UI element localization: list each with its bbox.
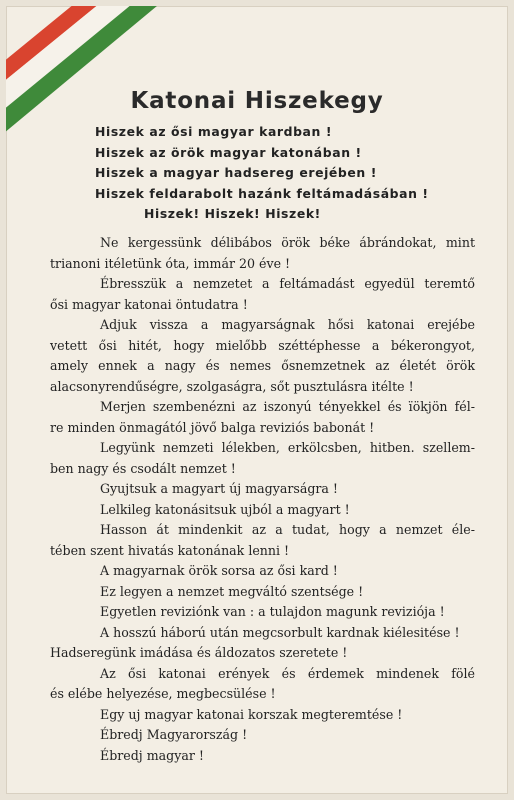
text-line: amely ennek a nagy és nemes ősnemzetnek az életét örök bbox=[50, 358, 475, 373]
text-line: trianoni itéletünk óta, immár 20 éve ! bbox=[50, 255, 291, 271]
text-line: re minden önmagától jövő balga reviziós babonát ! bbox=[50, 419, 375, 435]
paragraph bbox=[50, 438, 475, 479]
paragraph bbox=[50, 274, 475, 315]
text-line: Hadseregünk imádása és áldozatos szeretete ! bbox=[50, 645, 348, 660]
creed-line: Hiszek feldarabolt hazánk feltámadásában ! bbox=[95, 185, 429, 201]
text-line: Ne kergessünk délibábos örök béke ábrándokat, mint bbox=[100, 235, 475, 250]
creed-refrain: Hiszek! Hiszek! Hiszek! bbox=[144, 206, 321, 221]
paragraph bbox=[50, 520, 475, 561]
text-line: és elébe helyezése, megbecsülése ! bbox=[50, 686, 276, 701]
text-line: Adjuk vissza a magyarságnak hősi katonai erejébe bbox=[100, 317, 475, 332]
paragraph bbox=[50, 397, 475, 438]
text-line: Hasson át mindenkit az a tudat, hogy a nemzet éle- bbox=[100, 522, 475, 537]
paragraph bbox=[50, 643, 475, 705]
paragraph bbox=[50, 315, 475, 397]
paragraph bbox=[50, 233, 475, 274]
body-text bbox=[50, 233, 475, 766]
text-line: A magyarnak örök sorsa az ősi kard ! bbox=[100, 563, 338, 578]
text-line: Ébresszük a nemzetet a feltámadást egyedül teremtő bbox=[100, 276, 475, 291]
creed-line: Hiszek az ősi magyar kardban ! bbox=[95, 124, 333, 139]
creed-block bbox=[95, 122, 429, 225]
text-line: ben nagy és csodált nemzet ! bbox=[50, 460, 236, 476]
creed-line: Hiszek a magyar hadsereg erejében ! bbox=[95, 165, 377, 180]
text-line: Egyetlen reviziónk van : a tulajdon magunk reviziója ! bbox=[100, 604, 445, 619]
text-line: Ébredj Magyarország ! bbox=[100, 727, 248, 742]
creed-line: Hiszek az örök magyar katonában ! bbox=[95, 144, 362, 160]
text-line: Egy uj magyar katonai korszak megteremtése ! bbox=[100, 706, 403, 722]
text-line: tében szent hivatás katonának lenni ! bbox=[50, 542, 290, 558]
text-line: Az ősi katonai erények és érdemek mindenek fölé bbox=[100, 665, 475, 681]
text-line: Ébredj magyar ! bbox=[100, 747, 204, 763]
text-line: Lelkileg katonásitsuk ujból a magyart ! bbox=[100, 501, 350, 517]
text-line: Legyünk nemzeti lélekben, erkölcsben, hitben. szellem- bbox=[100, 440, 475, 455]
document-title: Katonai Hiszekegy bbox=[130, 88, 384, 114]
document-page bbox=[6, 6, 508, 794]
text-line: Gyujtsuk a magyart új magyarságra ! bbox=[100, 481, 338, 496]
text-line: Merjen szembenézni az iszonyú tényekkel és ïökjön fél- bbox=[100, 399, 475, 414]
text-line: A hosszú háború után megcsorbult kardnak kiélesitése ! bbox=[100, 624, 460, 640]
text-line: alacsonyrendűségre, szolgaságra, sőt pusztulásra itélte ! bbox=[50, 378, 414, 394]
text-line: Ez legyen a nemzet megváltó szentsége ! bbox=[100, 583, 364, 599]
text-line: ősi magyar katonai öntudatra ! bbox=[50, 296, 248, 312]
text-line: vetett ősi hitét, hogy mielőbb széttéphesse a békerongyot, bbox=[50, 337, 475, 353]
